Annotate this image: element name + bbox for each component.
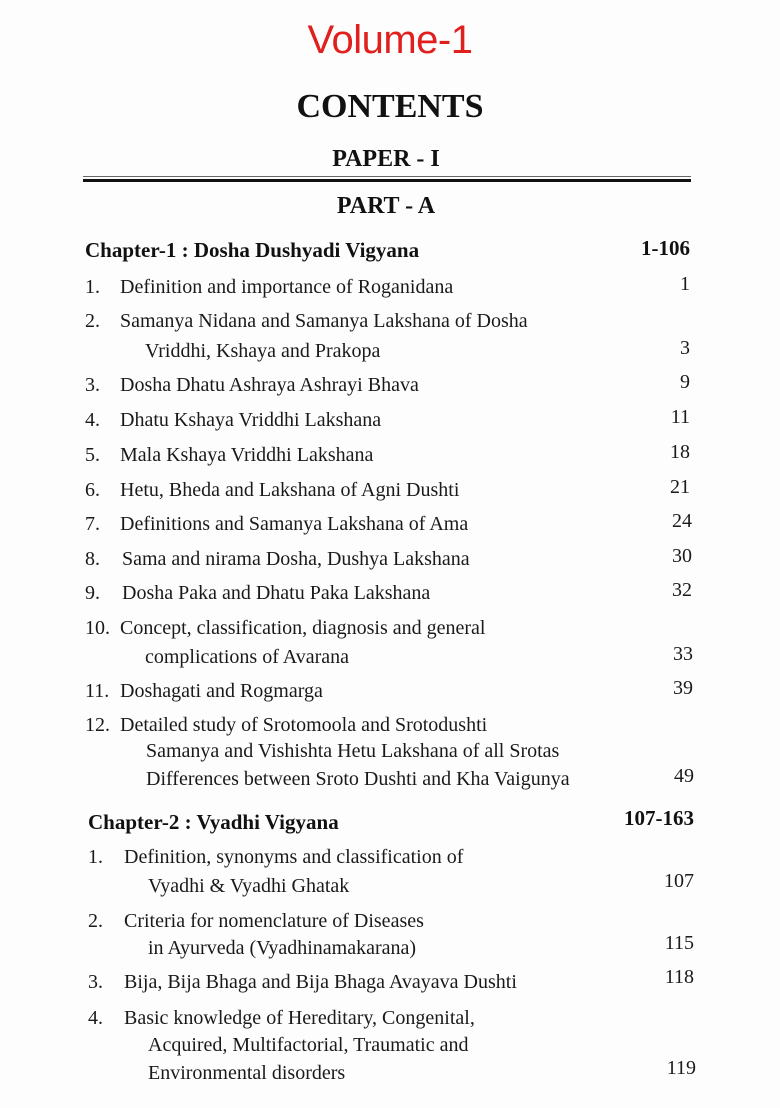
toc-item-number: 2. [88,910,103,932]
toc-item-page: 21 [670,476,690,498]
toc-item-page: 1 [680,273,690,295]
toc-item-number: 3. [85,374,100,396]
toc-item-number: 9. [85,582,100,604]
toc-item-text: Concept, classification, diagnosis and general [120,617,486,639]
toc-item-number: 10. [85,617,110,639]
chapter-pages: 107-163 [624,806,694,830]
toc-item-number: 6. [85,479,100,501]
toc-item-text: Basic knowledge of Hereditary, Congenital, [124,1007,475,1029]
chapter-pages: 1-106 [641,236,690,260]
toc-item-text-cont: Samanya and Vishishta Hetu Lakshana of all Srotas [146,740,560,762]
toc-item-text-cont: Vyadhi & Vyadhi Ghatak [148,875,350,897]
toc-item-text: Dosha Dhatu Ashraya Ashrayi Bhava [120,374,419,396]
chapter-title: Chapter-1 : Dosha Dushyadi Vigyana [85,238,420,262]
toc-item-number: 2. [85,310,100,332]
toc-item-number: 5. [85,444,100,466]
toc-item-number: 1. [88,846,103,868]
toc-item-page: 33 [673,643,693,665]
toc-item-text-cont: Differences between Sroto Dushti and Kha Vaigunya [146,768,570,790]
page-title: CONTENTS [296,88,484,125]
toc-item-number: 4. [85,409,100,431]
toc-item-text: Bija, Bija Bhaga and Bija Bhaga Avayava Dushti [124,971,517,993]
toc-item-page: 118 [664,966,694,988]
toc-item-text: Samanya Nidana and Samanya Lakshana of Dosha [120,310,528,332]
part-heading: PART - A [336,193,436,219]
toc-item-text-cont: complications of Avarana [145,646,350,668]
toc-item-text: Definition and importance of Roganidana [120,276,454,298]
volume-heading: Volume-1 [307,18,473,62]
toc-item-number: 7. [85,513,100,535]
divider-thick [83,179,691,182]
toc-item-text: Dhatu Kshaya Vriddhi Lakshana [120,409,382,431]
toc-item-page: 32 [672,579,692,601]
toc-item-text: Hetu, Bheda and Lakshana of Agni Dushti [120,479,460,501]
toc-item-text: Definition, synonyms and classification of [124,846,464,868]
toc-item-text: Sama and nirama Dosha, Dushya Lakshana [122,548,470,570]
toc-item-number: 3. [88,971,103,993]
toc-item-page: 119 [666,1057,696,1079]
toc-item-text-cont: in Ayurveda (Vyadhinamakarana) [148,937,417,959]
toc-item-number: 8. [85,548,100,570]
toc-item-page: 115 [664,932,694,954]
divider-thin [83,176,691,177]
toc-item-text: Definitions and Samanya Lakshana of Ama [120,513,469,535]
toc-item-text: Criteria for nomenclature of Diseases [124,910,424,932]
toc-item-text-cont: Vriddhi, Kshaya and Prakopa [145,340,381,362]
toc-item-page: 30 [672,545,692,567]
toc-item-number: 11. [85,680,110,702]
toc-item-text: Mala Kshaya Vriddhi Lakshana [120,444,374,466]
toc-item-page: 18 [670,441,690,463]
toc-item-number: 4. [88,1007,103,1029]
toc-item-page: 24 [672,510,692,532]
toc-item-number: 12. [85,714,110,736]
toc-item-page: 49 [674,765,694,787]
toc-item-text: Dosha Paka and Dhatu Paka Lakshana [122,582,431,604]
paper-heading: PAPER - I [332,146,440,172]
toc-item-text: Doshagati and Rogmarga [120,680,323,702]
toc-item-page: 11 [670,406,690,428]
toc-item-page: 3 [680,337,690,359]
toc-item-page: 39 [673,677,693,699]
toc-item-text-cont: Environmental disorders [148,1062,346,1084]
toc-item-number: 1. [85,276,100,298]
toc-item-page: 9 [680,371,690,393]
chapter-title: Chapter-2 : Vyadhi Vigyana [88,810,339,834]
toc-item-page: 107 [664,870,694,892]
toc-item-text-cont: Acquired, Multifactorial, Traumatic and [148,1034,469,1056]
toc-item-text: Detailed study of Srotomoola and Srotodushti [120,714,488,736]
